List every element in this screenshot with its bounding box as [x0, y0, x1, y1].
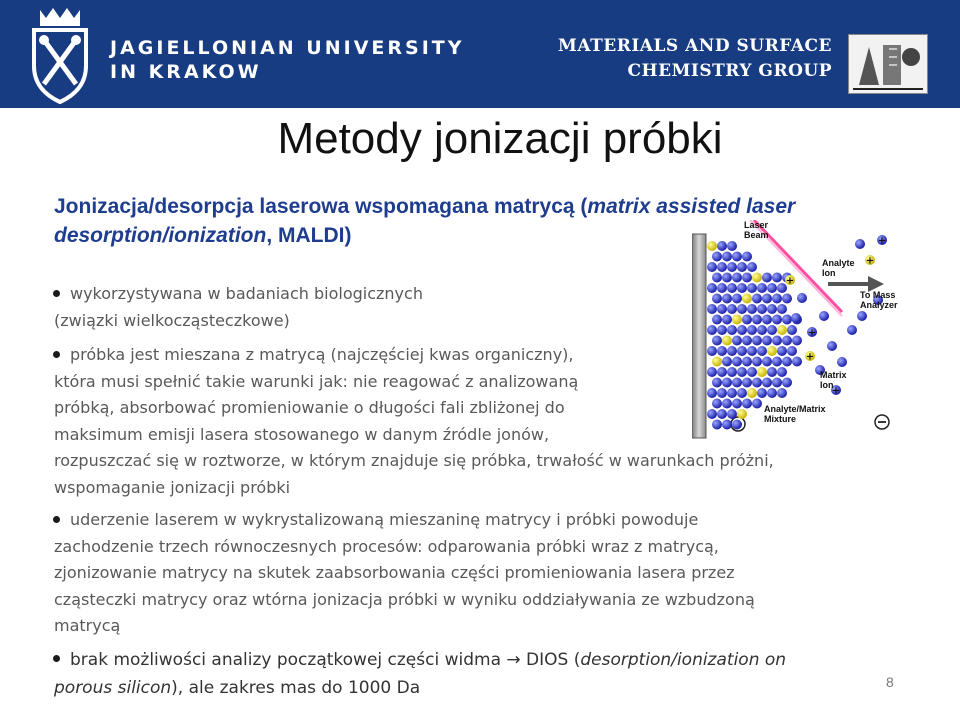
dios-pre: brak możliwości analizy początkowej części widma — [70, 650, 507, 670]
arrow-icon: → — [506, 650, 521, 670]
mass-analyzer-label: To Mass Analyzer — [860, 290, 898, 310]
matrix-molecule — [722, 399, 732, 409]
matrix-molecule — [742, 336, 752, 346]
matrix-molecule — [772, 336, 782, 346]
group-logo-icon — [848, 34, 928, 94]
matrix-molecule — [752, 357, 762, 367]
matrix-molecule — [752, 315, 762, 325]
heading-italic: matrix assisted laser desorption/ionization — [54, 195, 796, 247]
ion-charge: + — [807, 327, 817, 339]
ion-charge: + — [805, 351, 815, 363]
matrix-molecule — [782, 315, 792, 325]
matrix-molecule — [742, 357, 752, 367]
matrix-molecule — [762, 378, 772, 388]
dios-italic1: desorption/ionization on — [580, 650, 787, 670]
matrix-molecule — [712, 315, 722, 325]
matrix-molecule — [767, 367, 777, 377]
matrix-molecule — [742, 273, 752, 283]
matrix-molecule — [727, 388, 737, 398]
matrix-molecule — [732, 399, 742, 409]
matrix-molecule — [722, 378, 732, 388]
heading-part2: , MALDI) — [266, 224, 352, 247]
matrix-molecule — [747, 346, 757, 356]
matrix-molecule — [772, 315, 782, 325]
matrix-molecule — [732, 336, 742, 346]
analyte-molecule — [767, 346, 777, 356]
header-bar — [0, 0, 960, 108]
dios-mid: DIOS ( — [520, 650, 581, 670]
matrix-molecule — [762, 315, 772, 325]
bullet-dot — [53, 351, 60, 358]
university-name-line1: JAGIELLONIAN UNIVERSITY — [110, 37, 465, 59]
matrix-molecule — [767, 283, 777, 293]
laser-beam-label: Laser Beam — [744, 220, 769, 240]
matrix-molecule — [737, 262, 747, 272]
bullet-line — [54, 646, 904, 674]
bullet-laser-process — [54, 507, 934, 640]
matrix-molecule — [767, 388, 777, 398]
matrix-molecule — [727, 262, 737, 272]
matrix-ion — [827, 341, 837, 351]
matrix-molecule — [707, 346, 717, 356]
matrix-molecule — [717, 325, 727, 335]
analyte-molecule — [757, 367, 767, 377]
matrix-molecule — [707, 283, 717, 293]
bullet-line: zachodzenie trzech równoczesnych procesów: odparowania próbki wraz z matrycą, — [54, 536, 719, 556]
bullet-dios — [54, 646, 904, 702]
group-name — [558, 34, 832, 84]
matrix-molecule — [712, 252, 722, 262]
matrix-molecule — [752, 378, 762, 388]
dios-italic2: porous silicon — [54, 678, 172, 698]
analyte-ion-label: Analyte Ion — [822, 258, 855, 278]
matrix-molecule — [747, 304, 757, 314]
matrix-molecule — [772, 378, 782, 388]
matrix-molecule — [737, 367, 747, 377]
matrix-molecule — [762, 273, 772, 283]
maldi-diagram — [692, 220, 902, 440]
matrix-molecule — [732, 420, 742, 430]
analyte-molecule — [737, 409, 747, 419]
matrix-molecule — [712, 294, 722, 304]
matrix-molecule — [727, 325, 737, 335]
matrix-molecule — [792, 336, 802, 346]
university-name-line2: IN KRAKOW — [110, 61, 262, 83]
bullet-dot — [53, 516, 60, 523]
matrix-molecule — [717, 304, 727, 314]
group-name-line2: CHEMISTRY GROUP — [627, 61, 832, 81]
bullet-line: która musi spełnić takie warunki jak: nie reagować z analizowaną — [54, 371, 579, 391]
bullet-line: rozpuszczać się w roztworze, w którym znajduje się próbka, trwałość w warunkach próżni, — [54, 451, 774, 470]
matrix-molecule — [737, 325, 747, 335]
matrix-molecule — [752, 399, 762, 409]
matrix-molecule — [762, 357, 772, 367]
group-name-line1: MATERIALS AND SURFACE — [558, 36, 832, 56]
slide-title — [0, 114, 960, 164]
matrix-ion — [791, 313, 801, 323]
matrix-molecule — [732, 378, 742, 388]
bullet-line: maksimum emisji lasera stosowanego w danym źródle jonów, — [54, 424, 550, 444]
matrix-molecule — [707, 409, 717, 419]
matrix-molecule — [722, 357, 732, 367]
matrix-molecule — [717, 346, 727, 356]
matrix-molecule — [767, 304, 777, 314]
matrix-molecule — [717, 409, 727, 419]
matrix-molecule — [742, 399, 752, 409]
bullet-line: wspomaganie jonizacji próbki — [54, 477, 291, 497]
matrix-ion — [855, 239, 865, 249]
matrix-ion-label: Matrix Ion — [820, 370, 847, 390]
matrix-molecule — [712, 378, 722, 388]
analyte-molecule — [732, 315, 742, 325]
matrix-molecule — [727, 241, 737, 251]
matrix-molecule — [727, 409, 737, 419]
matrix-molecule — [707, 304, 717, 314]
matrix-molecule — [742, 315, 752, 325]
ion-charge: + — [785, 275, 795, 287]
analyte-molecule — [707, 241, 717, 251]
university-crest-icon — [26, 4, 94, 104]
matrix-molecule — [777, 367, 787, 377]
matrix-molecule — [717, 367, 727, 377]
matrix-molecule — [787, 325, 797, 335]
matrix-molecule — [722, 315, 732, 325]
bullet-line: matrycą — [54, 616, 121, 635]
matrix-molecule — [727, 304, 737, 314]
analyte-molecule — [712, 357, 722, 367]
matrix-ion — [847, 325, 857, 335]
bullet-biological — [54, 281, 694, 334]
matrix-molecule — [757, 388, 767, 398]
matrix-molecule — [792, 357, 802, 367]
matrix-molecule — [752, 294, 762, 304]
matrix-molecule — [782, 378, 792, 388]
bullet-line: zjonizowanie matrycy na skutek zaabsorbowania części promieniowania lasera przez — [54, 563, 735, 582]
analyte-molecule — [742, 294, 752, 304]
matrix-molecule — [707, 262, 717, 272]
university-name — [110, 36, 464, 84]
bullet-line: uderzenie laserem w wykrystalizowaną mieszaninę matrycy i próbki powoduje — [70, 510, 699, 529]
matrix-molecule — [732, 252, 742, 262]
matrix-molecule — [722, 252, 732, 262]
matrix-molecule — [782, 294, 792, 304]
matrix-molecule — [707, 325, 717, 335]
analyte-molecule — [777, 325, 787, 335]
bullet-line: (związki wielkocząsteczkowe) — [54, 310, 290, 330]
matrix-molecule — [772, 294, 782, 304]
matrix-molecule — [722, 273, 732, 283]
matrix-molecule — [712, 336, 722, 346]
matrix-molecule — [772, 357, 782, 367]
heading-part1: Jonizacja/desorpcja laserowa wspomagana matrycą ( — [54, 195, 588, 218]
matrix-molecule — [717, 262, 727, 272]
analyte-molecule — [747, 388, 757, 398]
matrix-molecule — [777, 388, 787, 398]
matrix-molecule — [787, 346, 797, 356]
matrix-molecule — [777, 346, 787, 356]
matrix-molecule — [722, 294, 732, 304]
page-number: 8 — [886, 674, 894, 690]
mixture-label: Analyte/Matrix Mixture — [764, 404, 826, 424]
matrix-molecule — [732, 294, 742, 304]
ion-charge: + — [831, 385, 841, 397]
matrix-molecule — [712, 420, 722, 430]
matrix-molecule — [737, 346, 747, 356]
analyte-molecule — [722, 336, 732, 346]
matrix-molecule — [737, 283, 747, 293]
matrix-ion — [797, 293, 807, 303]
matrix-molecule — [732, 357, 742, 367]
matrix-molecule — [762, 336, 772, 346]
matrix-ion — [857, 311, 867, 321]
matrix-molecule — [722, 420, 732, 430]
matrix-molecule — [747, 325, 757, 335]
matrix-molecule — [757, 304, 767, 314]
matrix-molecule — [712, 399, 722, 409]
matrix-molecule — [747, 283, 757, 293]
matrix-molecule — [717, 241, 727, 251]
bullet-line: próbka jest mieszana z matrycą (najczęściej kwas organiczny), — [70, 345, 574, 364]
matrix-molecule — [762, 294, 772, 304]
ion-charge: + — [877, 235, 887, 247]
matrix-molecule — [707, 367, 717, 377]
matrix-molecule — [767, 325, 777, 335]
matrix-molecule — [757, 283, 767, 293]
matrix-molecule — [727, 346, 737, 356]
matrix-ion — [819, 311, 829, 321]
matrix-molecule — [772, 273, 782, 283]
bullet-line — [54, 674, 904, 702]
matrix-molecule — [782, 336, 792, 346]
matrix-molecule — [777, 304, 787, 314]
matrix-molecule — [747, 262, 757, 272]
analyte-molecule — [752, 273, 762, 283]
matrix-molecule — [717, 388, 727, 398]
matrix-molecule — [742, 378, 752, 388]
ion-charge: + — [865, 255, 875, 267]
matrix-molecule — [752, 336, 762, 346]
bullet-dot — [53, 290, 60, 297]
matrix-molecule — [727, 283, 737, 293]
slide-title-text: Metody jonizacji próbki — [277, 114, 723, 163]
bullet-line: cząsteczki matrycy oraz wtórna jonizacja próbki w wyniku oddziaływania ze wzbudzoną — [54, 589, 755, 609]
dios-post: ), ale zakres mas do 1000 Da — [171, 678, 421, 698]
bullet-line: wykorzystywana w badaniach biologicznych — [70, 284, 423, 303]
matrix-molecule — [712, 273, 722, 283]
matrix-molecule — [717, 283, 727, 293]
matrix-molecule — [757, 346, 767, 356]
matrix-molecule — [737, 304, 747, 314]
bullet-dot — [53, 655, 60, 662]
matrix-molecule — [757, 325, 767, 335]
matrix-ion — [837, 357, 847, 367]
matrix-molecule — [737, 388, 747, 398]
matrix-molecule — [732, 273, 742, 283]
matrix-molecule — [727, 367, 737, 377]
matrix-molecule — [707, 388, 717, 398]
matrix-molecule — [742, 252, 752, 262]
matrix-molecule — [782, 357, 792, 367]
bullet-line: próbką, absorbować promieniowanie o długości fali zbliżonej do — [54, 398, 565, 417]
matrix-molecule — [747, 367, 757, 377]
